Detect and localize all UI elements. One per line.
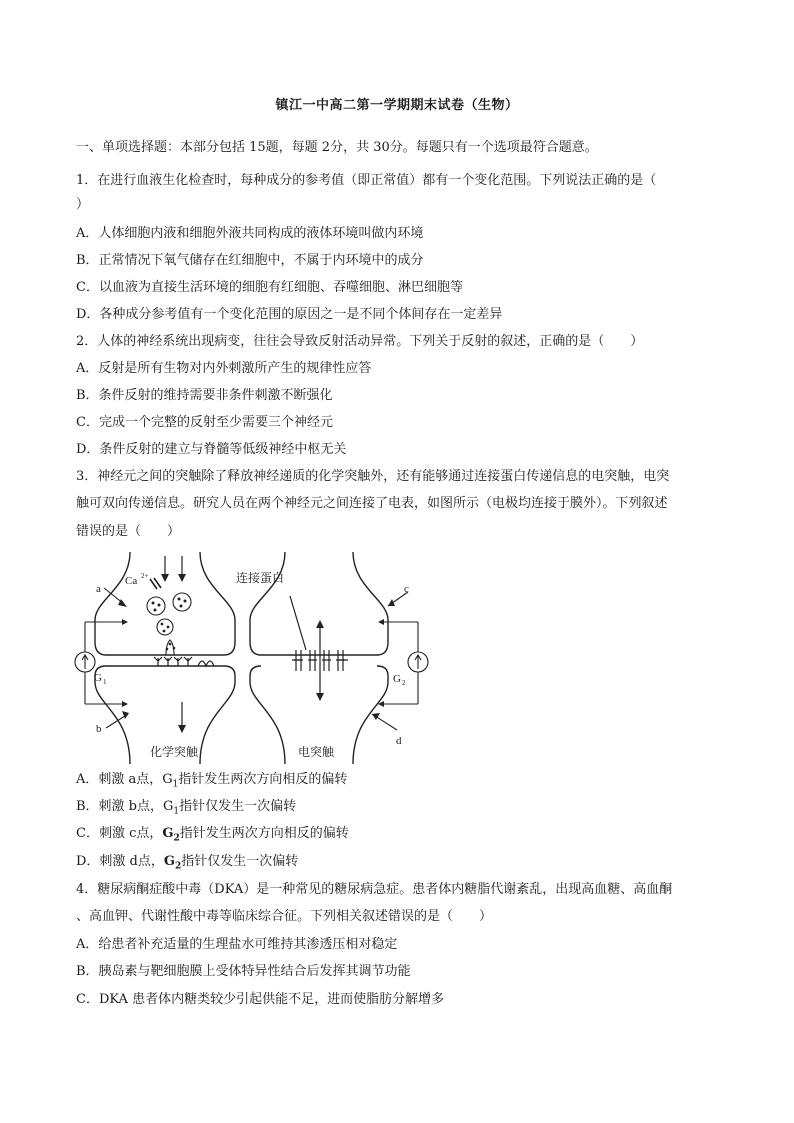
q2-option-b: B．条件反射的维持需要非条件刺激不断强化: [76, 388, 333, 403]
q3-stem-line1: 3．神经元之间的突触除了释放神经递质的化学突触外，还有能够通过连接蛋白传递信息的电突触，电突: [76, 469, 670, 484]
q2-option-d: D．条件反射的建立与脊髓等低级神经中枢无关: [76, 442, 347, 457]
q4-stem-line2: 、高血钾、代谢性酸中毒等临床综合征。下列相关叙述错误的是（ ）: [76, 909, 493, 924]
label-g2: G: [393, 673, 401, 685]
synapse-diagram: [70, 552, 440, 764]
q4-option-b: B．胰岛素与靶细胞膜上受体特异性结合后发挥其调节功能: [76, 964, 411, 979]
vesicle: [147, 597, 165, 615]
label-g2-sub: 2: [402, 679, 406, 687]
q3-option-c: C．刺激 c点，$G_2$指针发生两次方向相反的偏转: [76, 826, 349, 844]
label-g1: G: [94, 672, 102, 684]
q1-option-b: B．正常情况下氧气储存在红细胞中，不属于内环境中的成分: [76, 253, 424, 268]
label-ca-charge: 2+: [141, 572, 149, 580]
label-b: b: [96, 723, 102, 735]
q1-option-c: C．以血液为直接生活环境的细胞有红细胞、吞噬细胞、淋巴细胞等: [76, 280, 463, 295]
ca-channel-icon: [150, 578, 161, 589]
label-ca: Ca: [125, 575, 138, 587]
q2-option-a: A．反射是所有生物对内外刺激所产生的规律性应答: [76, 361, 372, 376]
receptors: [154, 657, 214, 666]
q2-option-c: C．完成一个完整的反射至少需要三个神经元: [76, 415, 333, 430]
q3-stem-line2: 触可双向传递信息。研究人员在两个神经元之间连接了电表，如图所示（电极均连接于膜外）。下列叙述: [76, 496, 668, 511]
label-chemical-synapse: 化学突触: [150, 745, 199, 759]
q2-stem: 2．人体的神经系统出现病变，往往会导致反射活动异常。下列关于反射的叙述，正确的是（ ）: [76, 334, 644, 349]
label-a: a: [96, 583, 101, 595]
label-connexin: 连接蛋白: [236, 571, 285, 585]
vesicle: [173, 593, 191, 611]
elec-presynaptic-membrane: [250, 552, 388, 655]
q1-option-a: A．人体细胞内液和细胞外液共同构成的液体环境叫做内环境: [76, 226, 424, 241]
q3-option-b: B．刺激 b点，$G_1$指针仅发生一次偏转: [76, 799, 297, 817]
g2-circuit: [382, 622, 428, 704]
label-d: d: [396, 735, 402, 747]
label-g1-sub: 1: [103, 678, 107, 686]
page-title: 镇江一中高二第一学期期末试卷（生物）: [275, 98, 519, 113]
label-c: c: [404, 583, 409, 595]
label-electrical-synapse: 电突触: [298, 745, 335, 759]
protein-pointer: [290, 596, 306, 650]
g1-circuit: [75, 622, 124, 704]
q1-stem-line1: 1．在进行血液生化检查时，每种成分的参考值（即正常值）都有一个变化范围。下列说法正确的是（: [76, 173, 657, 188]
section-heading: 一、单项选择题：本部分包括 15题，每题 2分，共 30分。每题只有一个选项最符合题意。: [76, 140, 598, 155]
q3-option-d: D．刺激 d点，$G_2$指针仅发生一次偏转: [76, 854, 299, 872]
q1-stem-line2: ）: [76, 197, 90, 212]
q3-stem-line3: 错误的是（ ）: [76, 524, 181, 539]
q4-stem-line1: 4．糖尿病酮症酸中毒（DKA）是一种常见的糖尿病急症。患者体内糖脂代谢紊乱，出现高血糖、高血酮: [76, 882, 673, 897]
q3-option-a: A．刺激 a点，$G_1$指针发生两次方向相反的偏转: [76, 772, 348, 790]
q1-option-d: D．各种成分参考值有一个变化范围的原因之一是不同个体间存在一定差异: [76, 307, 503, 322]
q4-option-c: C．DKA 患者体内糖类较少引起供能不足，进而使脂肪分解增多: [76, 992, 445, 1007]
vesicle: [157, 619, 173, 635]
q4-option-a: A．给患者补充适量的生理盐水可维持其渗透压相对稳定: [76, 937, 398, 952]
